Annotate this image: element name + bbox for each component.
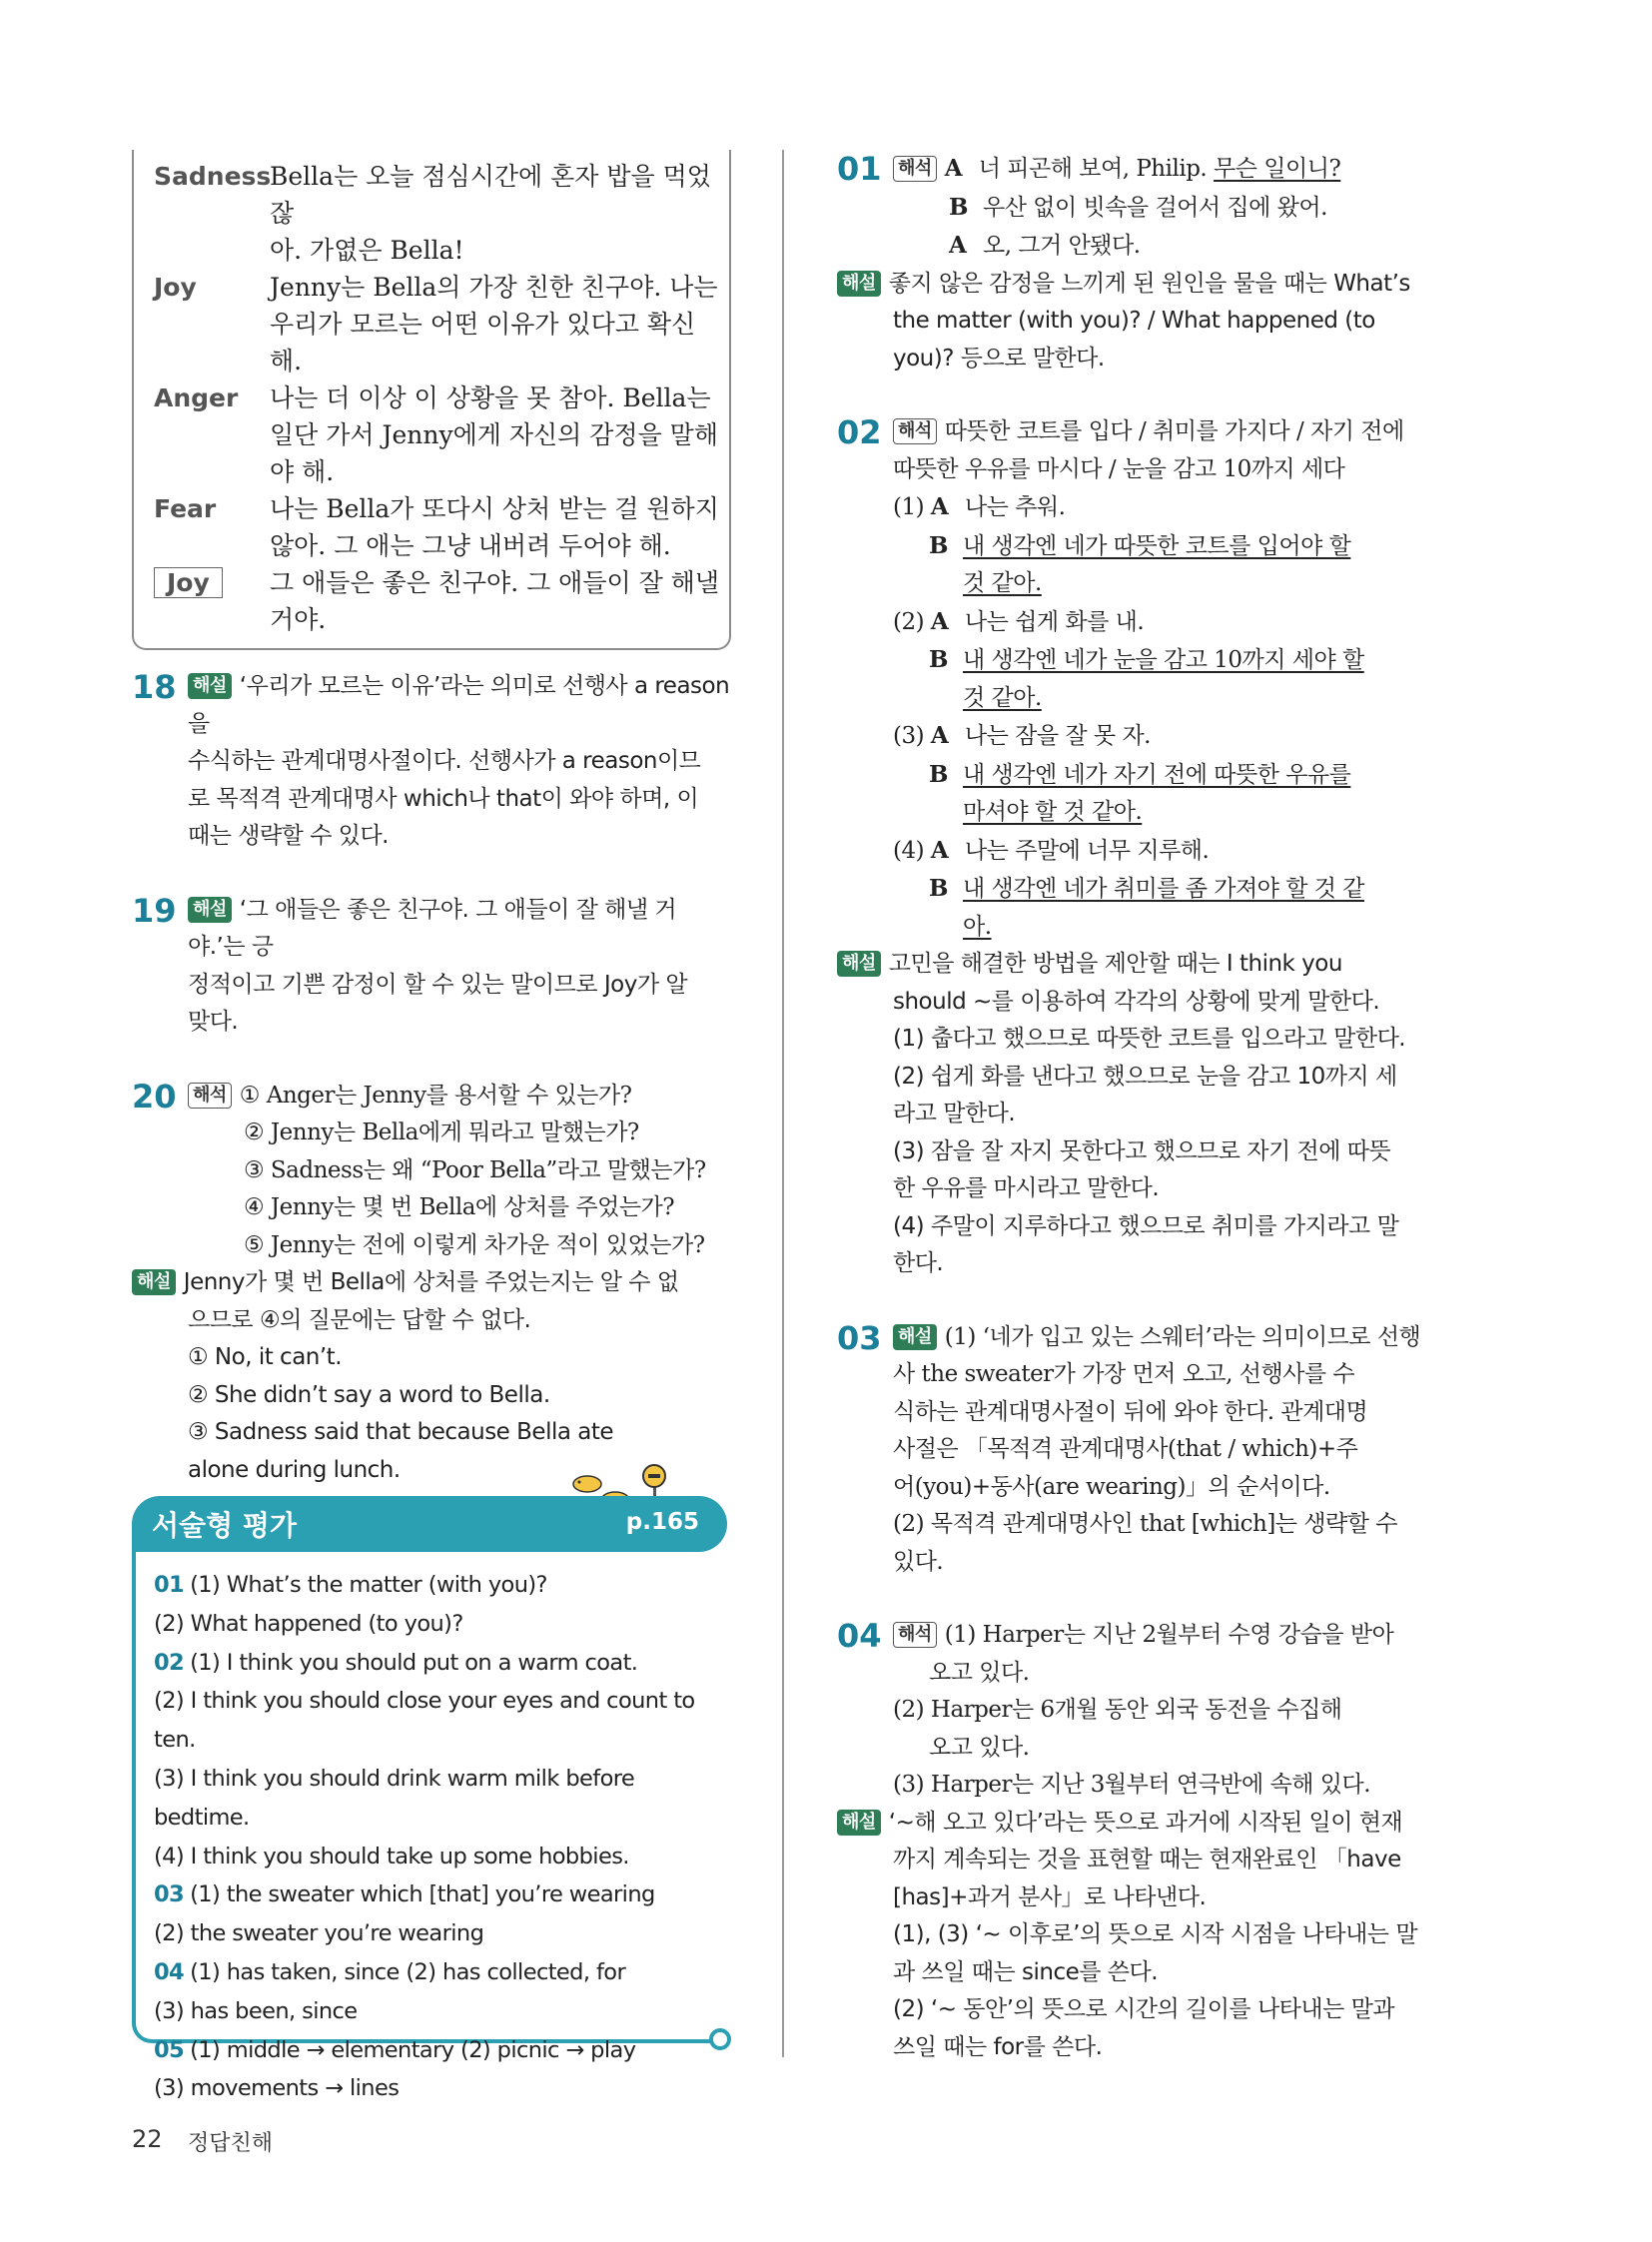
answer-03 [837,1319,1436,1582]
text-line: 해설 ‘~해 오고 있다’라는 뜻으로 과거에 시작된 일이 현재 [837,1805,1436,1843]
answer-line: alone during lunch. [188,1456,401,1483]
explanation-block [837,946,1436,1283]
text-line: 때는 생략할 수 있다. [188,823,389,849]
text-line: 으므로 ④의 질문에는 답할 수 없다. [188,1306,531,1333]
text-line: should ~를 이용하여 각각의 상황에 맞게 말한다. [893,988,1380,1015]
text-line: 로 목적격 관계대명사 which나 that이 와야 하며, 이 [188,785,699,812]
translation-badge: 해석 [893,156,937,182]
explanation-block [837,1805,1436,2067]
text-line: (1) 춥다고 했으므로 따뜻한 코트를 입으라고 말한다. [893,1026,1406,1052]
question-18 [132,668,731,856]
text-line: [has]+과거 분사」로 나타낸다. [893,1883,1207,1910]
translation-line: 오고 있다. [929,1659,1030,1686]
underlined-answer: 마셔야 할 것 같아. [963,799,1143,825]
explanation [188,668,731,856]
speaker-boxed: Joy [154,567,223,598]
explanation-badge: 해설 [893,1324,937,1350]
text-line: 해설 ‘그 애들은 좋은 친구야. 그 애들이 잘 해낼 거야.’는 긍 [188,896,677,960]
translation-line: 해석 따뜻한 코트를 입다 / 취미를 가지다 / 자기 전에 [893,413,1436,451]
text-line: 나는 더 이상 이 상황을 못 참아. Bella는 [270,383,711,412]
translation-line: 해석 ① Anger는 Jenny를 용서할 수 있는가? [188,1078,731,1116]
speaker-label: A [930,607,949,635]
explanation-badge: 해설 [132,1269,176,1295]
speaker-label: A [949,232,967,259]
text-line: 나는 Bella가 또다시 상처 받는 걸 원하지 [270,494,719,523]
text-line: (2) 쉽게 화를 낸다고 했으므로 눈을 감고 10까지 세 [893,1063,1397,1090]
dialog-speaker: Joy [154,273,197,302]
translation-line: (2) Harper는 6개월 동안 외국 동전을 수집해 [893,1697,1342,1723]
explanation-badge: 해설 [837,951,881,977]
text-line: 쓰일 때는 for를 쓴다. [893,2033,1103,2060]
dialog-text [270,269,719,379]
text-line: (1), (3) ‘~ 이후로’의 뜻으로 시작 시점을 나타내는 말 [893,1921,1418,1947]
question-number: 18 [132,668,177,706]
essay-answer-line: (3) movements → lines [154,2075,400,2102]
question-number: 02 [837,413,882,451]
essay-page-ref: p.165 [625,1509,699,1535]
essay-item-number: 03 [154,1881,185,1908]
underlined-answer: 내 생각엔 네가 취미를 좀 가져야 할 것 같 [963,876,1364,902]
text-line: you)? 등으로 말한다. [893,345,1105,372]
dialog-speaker: Sadness [154,162,272,191]
dialog-speaker: Fear [154,494,217,523]
answer-01 [837,150,1436,377]
text-line: 수식하는 관계대명사절이다. 선행사가 a reason이므 [188,748,701,774]
question-20 [132,1078,731,1527]
text-line: 거야. [270,605,327,634]
question-number: 04 [837,1617,882,1655]
translation-line: ⑤ Jenny는 전에 이렇게 차가운 적이 있었는가? [244,1231,705,1258]
translation-line: (3) Harper는 지난 3월부터 연극반에 속해 있다. [893,1772,1371,1798]
sub-answer-b [893,756,1436,795]
text-line: Bella는 오늘 점심시간에 혼자 밥을 먹었잖 [270,162,711,228]
explanation [188,892,731,1042]
answer-line: ① No, it can’t. [188,1344,343,1370]
page-number: 22 [132,2125,163,2153]
answer-04 [837,1617,1436,2066]
dialog-row [154,158,719,269]
dialog-row [154,564,719,638]
text-line: 한 우유를 마시라고 말한다. [893,1175,1160,1201]
question-number: 20 [132,1077,177,1116]
underlined-answer: 아. [963,913,992,940]
translation-line: B 우산 없이 빗속을 걸어서 집에 왔어. [893,189,1436,228]
book-title: 정답친해 [188,2131,274,2156]
sub-tag: (1) [893,494,931,520]
explanation-block [837,266,1436,378]
right-column [837,150,1436,2102]
sub-answer-b [893,794,1436,832]
essay-header [132,1496,727,1552]
explanation-badge: 해설 [837,1810,881,1836]
answer-line: ② She didn’t say a word to Bella. [188,1381,550,1408]
dialog-speaker [154,564,270,638]
text-line: 해설 (1) ‘네가 입고 있는 스웨터’라는 의미이므로 선행 [893,1319,1436,1357]
text-line: 야 해. [270,457,335,486]
translation-badge: 해석 [188,1083,232,1109]
dialog-row [154,379,719,490]
translation-badge: 해석 [893,418,937,444]
text-line: 과 쓰일 때는 since를 쓴다. [893,1958,1159,1985]
explanation-badge: 해설 [188,673,232,699]
text-line: 정적이고 기쁜 감정이 할 수 있는 말이므로 Joy가 알 [188,971,688,998]
speaker-label: A [930,722,949,749]
essay-item-number: 05 [154,2036,185,2063]
explanation-badge: 해설 [837,271,881,297]
text-line: 일단 가서 Jenny에게 자신의 감정을 말해 [270,420,718,449]
sub-answer-b [893,680,1436,718]
text-line: 해설 ‘우리가 모르는 이유’라는 의미로 선행사 a reason을 [188,673,730,737]
essay-item-number: 04 [154,1958,185,1985]
text-line: 한다. [893,1250,944,1276]
essay-answer-line: (2) I think you should close your eyes and count to ten. [154,1688,695,1754]
text-line: 사절은 「목적격 관계대명사(that / which)+주 [893,1436,1358,1462]
essay-answer-line: (4) I think you should take up some hobbies. [154,1843,629,1869]
explanation [893,1319,1436,1582]
text-line: 우리가 모르는 어떤 이유가 있다고 확신해. [270,310,696,375]
text-line: (2) 목적격 관계대명사인 that [which]는 생략할 수 [893,1511,1398,1537]
underlined-answer: 내 생각엔 네가 따뜻한 코트를 입어야 할 [963,532,1351,559]
essay-answer-line: (3) has been, since [154,1997,358,2024]
question-19 [132,892,731,1042]
dialog-row [154,490,719,564]
speaker-label: B [929,531,948,559]
speaker-label: B [929,875,948,902]
translation-line: ④ Jenny는 몇 번 Bella에 상처를 주었는가? [244,1194,675,1220]
essay-answer-line: 01 (1) What’s the matter (with you)? [154,1572,547,1598]
text-line: 있다. [893,1548,944,1575]
sub-answer-b [893,565,1436,603]
text-line: Jenny는 Bella의 가장 친한 친구야. 나는 [270,273,718,302]
dialog-row [154,269,719,379]
text-line: the matter (with you)? / What happened (to [893,308,1375,334]
text-line: 해설 고민을 해결한 방법을 제안할 때는 I think you [837,946,1436,984]
text-line: 식하는 관계대명사절이 뒤에 와야 한다. 관계대명 [893,1398,1368,1425]
translation-line: 해석 A 너 피곤해 보여, Philip. 무슨 일이니? [893,150,1436,189]
translation-line: 오고 있다. [929,1734,1030,1761]
left-column [132,150,731,1563]
question-number: 19 [132,891,177,930]
dialog-text [270,490,719,564]
sub-answer-b [893,641,1436,680]
translation-line: A 오, 그거 안됐다. [893,227,1436,266]
essay-answer-line: 02 (1) I think you should put on a warm coat. [154,1649,638,1676]
dialog-box [132,150,731,650]
underlined-answer: 내 생각엔 네가 자기 전에 따뜻한 우유를 [963,761,1351,788]
essay-answer-line: 04 (1) has taken, since (2) has collected, for [154,1958,626,1985]
column-divider [782,150,784,2057]
underlined-answer: 것 같아. [963,570,1042,596]
sub-question-a: (2) A 나는 쉽게 화를 내. [893,603,1436,642]
text-line: (2) ‘~ 동안’의 뜻으로 시간의 길이를 나타내는 말과 [893,1996,1395,2022]
text-line: (4) 주말이 지루하다고 했으므로 취미를 가지라고 말 [893,1212,1399,1239]
text-line: 그 애들은 좋은 친구야. 그 애들이 잘 해낼 [270,568,719,597]
speaker-label: A [944,155,963,182]
text-line: 라고 말한다. [893,1101,1016,1126]
translation-badge: 해석 [893,1622,937,1648]
text-line: 까지 계속되는 것을 표현할 때는 현재완료인 「have [893,1847,1401,1872]
speaker-label: B [929,760,948,788]
sub-answer-b [893,870,1436,909]
explanation-badge: 해설 [188,897,232,923]
text-line: 해설 좋지 않은 감정을 느끼게 된 원인을 물을 때는 What’s [837,266,1436,304]
essay-title: 서술형 평가 [152,1509,297,1542]
speaker-label: A [930,836,949,864]
essay-item-number: 01 [154,1572,185,1598]
essay-answer-line: 03 (1) the sweater which [that] you’re wearing [154,1881,655,1908]
sub-answer-b [893,909,1436,947]
question-number: 03 [837,1318,882,1357]
speaker-label: B [929,646,948,673]
text-line: (3) 잠을 잘 자지 못한다고 했으므로 자기 전에 따뜻 [893,1137,1391,1164]
sub-tag: (4) [893,837,931,864]
dialog-text [270,379,719,490]
essay-answers [154,1566,723,2108]
text-line: 아. 가엾은 Bella! [270,236,464,265]
explanation-block [132,1264,731,1339]
text-line: 해설 Jenny가 몇 번 Bella에 상처를 주었는지는 알 수 없 [132,1264,731,1302]
dialog-text [270,564,719,638]
essay-assessment-box [132,1496,731,2102]
translation-line: ③ Sadness는 왜 “Poor Bella”라고 말했는가? [244,1156,706,1183]
translation-line: ② Jenny는 Bella에게 뭐라고 말했는가? [244,1120,639,1145]
sub-tag: (2) [893,608,931,635]
essay-item-number: 02 [154,1649,185,1676]
underlined-answer: 것 같아. [963,684,1042,711]
sub-tag: (3) [893,723,931,749]
underlined-answer: 내 생각엔 네가 눈을 감고 10까지 세야 할 [963,647,1364,673]
essay-answer-line: 05 (1) middle → elementary (2) picnic → play [154,2036,636,2063]
essay-answer-line: (2) What happened (to you)? [154,1610,463,1637]
answer-02 [837,413,1436,1283]
translation-line: 해석 (1) Harper는 지난 2월부터 수영 강습을 받아 [893,1617,1436,1655]
sub-answer-b [893,527,1436,566]
underlined-phrase: 무슨 일이니? [1214,156,1341,182]
dialog-text [270,158,719,269]
speaker-label: B [949,193,968,221]
sub-question-a: (4) A 나는 주말에 너무 지루해. [893,832,1436,871]
question-number: 01 [837,150,882,188]
essay-answer-line: (2) the sweater you’re wearing [154,1920,484,1947]
text-line: 않아. 그 애는 그냥 내버려 두어야 해. [270,531,671,560]
answer-line: ③ Sadness said that because Bella ate [188,1419,614,1445]
sub-question-a: (1) A 나는 추워. [893,488,1436,527]
sub-question-a: (3) A 나는 잠을 잘 못 자. [893,717,1436,756]
essay-answer-line: (3) I think you should drink warm milk before bedtime. [154,1765,635,1831]
speaker-label: A [930,493,949,520]
text-line: 맞다. [188,1009,239,1035]
text-line: 어(you)+동사(are wearing)」의 순서이다. [893,1473,1330,1500]
translation-line: 따뜻한 우유를 마시다 / 눈을 감고 10까지 세다 [893,455,1345,482]
dialog-speaker: Anger [154,383,239,412]
text-line: 사 the sweater가 가장 먼저 오고, 선행사를 수 [893,1361,1355,1387]
